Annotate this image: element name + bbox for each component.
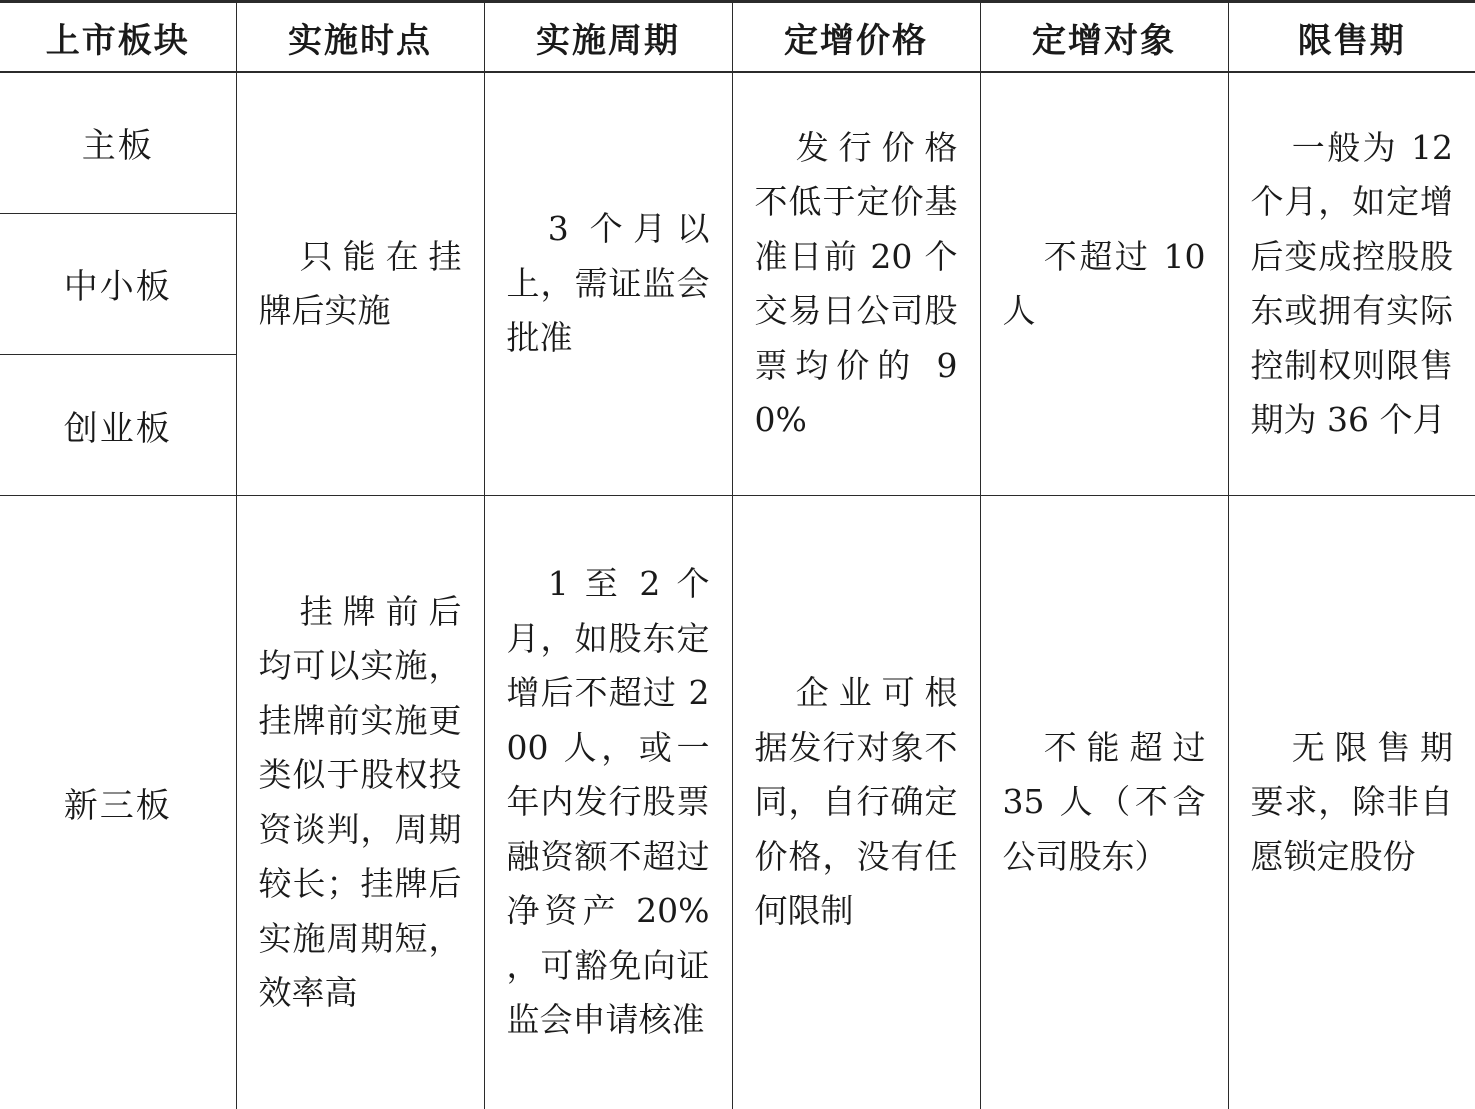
table-row	[0, 72, 1475, 213]
header-row	[0, 2, 1475, 73]
header-investors: 定增对象	[980, 2, 1228, 73]
neeq-price	[732, 496, 980, 1109]
price-text: 发行价格不低于定价基准日前 20 个交易日公司股票均价的 90%	[754, 127, 958, 440]
investors-text: 不超过 10 人	[1002, 236, 1206, 331]
main-group-price	[732, 72, 980, 496]
timing-text: 只能在挂牌后实施	[258, 236, 462, 331]
board-main: 主板	[0, 72, 236, 213]
header-timing: 实施时点	[236, 2, 484, 73]
lockup-text: 无限售期要求，除非自愿锁定股份	[1250, 727, 1453, 876]
main-group-investors	[980, 72, 1228, 496]
neeq-timing	[236, 496, 484, 1109]
neeq-investors	[980, 496, 1228, 1109]
table-row	[0, 496, 1475, 1109]
investors-text: 不能超过 35 人（不含公司股东）	[1002, 727, 1206, 876]
main-group-timing	[236, 72, 484, 496]
neeq-lockup	[1228, 496, 1475, 1109]
period-text: 1 至 2 个月，如股东定增后不超过 200 人，或一年内发行股票融资额不超过净资产 20% ，可豁免向证监会申请核准	[506, 564, 710, 1040]
neeq-period	[484, 496, 732, 1109]
header-board: 上市板块	[0, 2, 236, 73]
board-neeq: 新三板	[0, 496, 236, 1109]
period-text: 3 个月以上，需证监会批准	[506, 209, 710, 358]
board-sme: 中小板	[0, 213, 236, 354]
lockup-text: 一般为 12 个月，如定增后变成控股股东或拥有实际控制权则限售期为 36 个月	[1250, 127, 1453, 440]
price-text: 企业可根据发行对象不同，自行确定价格，没有任何限制	[754, 673, 958, 931]
main-group-period	[484, 72, 732, 496]
board-chinext: 创业板	[0, 355, 236, 496]
header-price: 定增价格	[732, 2, 980, 73]
header-lockup: 限售期	[1228, 2, 1475, 73]
main-group-lockup	[1228, 72, 1475, 496]
header-period: 实施周期	[484, 2, 732, 73]
timing-text: 挂牌前后均可以实施，挂牌前实施更类似于股权投资谈判，周期较长；挂牌后实施周期短，效率高	[258, 591, 462, 1013]
